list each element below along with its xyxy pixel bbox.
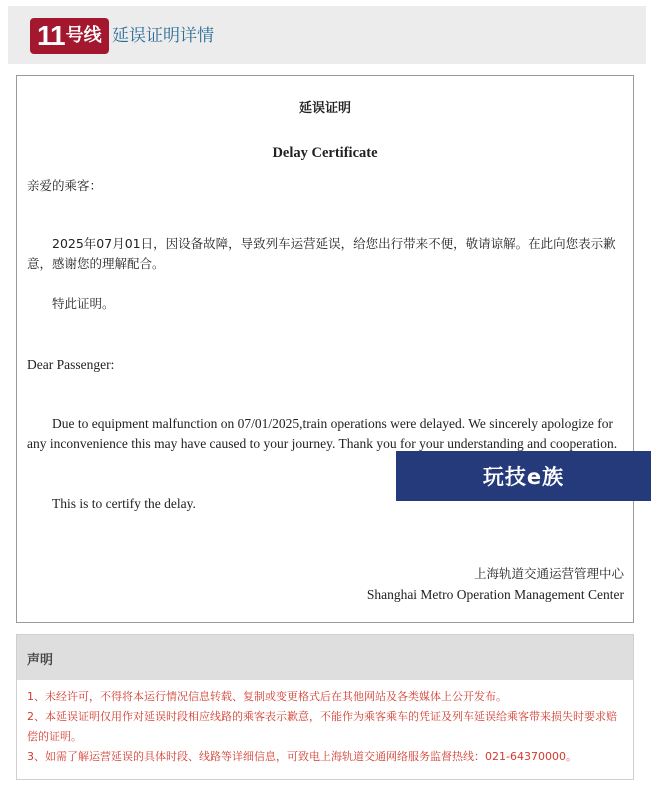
notice-list (27, 687, 625, 767)
signature-cn: 上海轨道交通运营管理中心 (473, 566, 624, 581)
notice-item: 1、未经许可，不得将本运行情况信息转载、复制或变更格式后在其他网站及各类媒体上公开发布。 (27, 690, 507, 703)
greeting-cn: 亲爱的乘客： (27, 178, 103, 193)
certify-en: This is to certify the delay. (52, 496, 196, 511)
page-title: 延误证明详情 (112, 26, 214, 46)
line-suffix: 号线 (65, 25, 102, 46)
notice-panel (16, 634, 634, 780)
notice-title: 声明 (27, 653, 54, 668)
certify-cn: 特此证明。 (52, 296, 115, 311)
notice-item: 2、本延误证明仅用作对延误时段相应线路的乘客表示歉意，不能作为乘客乘车的凭证及列车延误给乘客带来损失时要求赔偿的证明。 (27, 710, 617, 743)
body-en: Due to equipment malfunction on 07/01/2025,train operations were delayed. We sincerely apologize for any inconvenience this may have caused to your journey. Thank you for your understanding and cooperation. (27, 416, 618, 451)
certificate-title-en: Delay Certificate (272, 145, 378, 161)
certificate-panel (16, 75, 634, 623)
certificate-title-cn: 延误证明 (298, 101, 351, 116)
notice-item: 3、如需了解运营延误的具体时段、线路等详细信息，可致电上海轨道交通网络服务监督热线：021-64370000。 (27, 750, 577, 763)
line-number: 11 (37, 20, 65, 51)
watermark-text: 玩技e族 (482, 465, 565, 489)
line-badge (30, 18, 109, 54)
notice-header (17, 635, 633, 680)
header-bar (8, 6, 646, 64)
watermark-logo (396, 451, 651, 501)
body-cn: 2025年07月01日，因设备故障，导致列车运营延误，给您出行带来不便，敬请谅解。在此向您表示歉意，感谢您的理解配合。 (27, 236, 616, 271)
greeting-en: Dear Passenger: (27, 357, 115, 372)
signature-en: Shanghai Metro Operation Management Center (366, 587, 624, 602)
